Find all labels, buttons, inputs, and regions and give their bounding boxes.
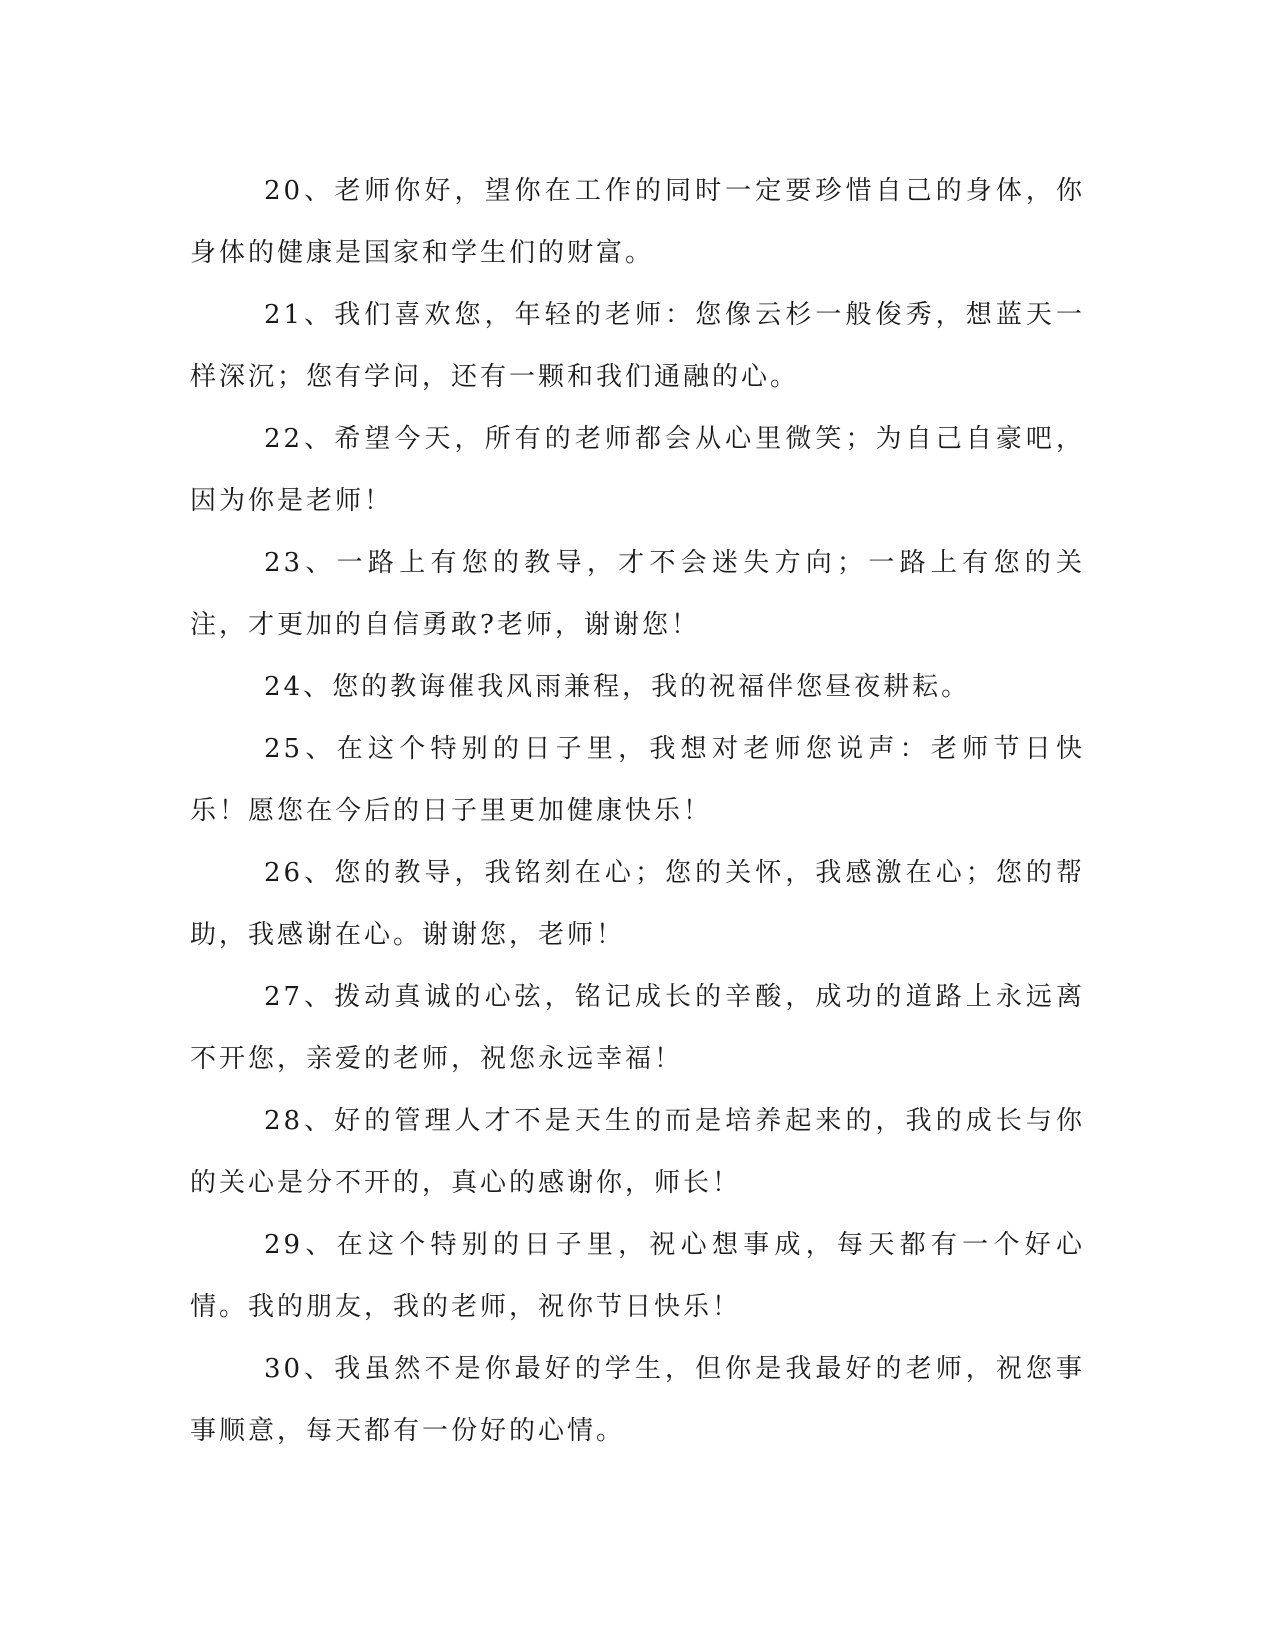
paragraph-30: 30、我虽然不是你最好的学生，但你是我最好的老师，祝您事事顺意，每天都有一份好的心情。 [190,1354,1085,1446]
paragraph-22: 22、希望今天，所有的老师都会从心里微笑；为自己自豪吧，因为你是老师！ [190,424,1085,516]
paragraph-25: 25、在这个特别的日子里，我想对老师您说声：老师节日快乐！愿您在今后的日子里更加健康快乐！ [190,734,1085,826]
document-body [190,160,1085,1462]
paragraph-28: 28、好的管理人才不是天生的而是培养起来的，我的成长与你的关心是分不开的，真心的感谢你，师长！ [190,1106,1085,1198]
paragraph-26: 26、您的教导，我铭刻在心；您的关怀，我感激在心；您的帮助，我感谢在心。谢谢您，老师！ [190,858,1085,950]
paragraph-29: 29、在这个特别的日子里，祝心想事成，每天都有一个好心情。我的朋友，我的老师，祝你节日快乐！ [190,1230,1085,1322]
paragraph-21: 21、我们喜欢您，年轻的老师：您像云杉一般俊秀，想蓝天一样深沉；您有学问，还有一颗和我们通融的心。 [190,300,1085,392]
paragraph-20: 20、老师你好，望你在工作的同时一定要珍惜自己的身体，你身体的健康是国家和学生们的财富。 [190,176,1085,268]
paragraph-24: 24、您的教诲催我风雨兼程，我的祝福伴您昼夜耕耘。 [264,672,971,702]
paragraph-23: 23、一路上有您的教导，才不会迷失方向；一路上有您的关注，才更加的自信勇敢?老师，谢谢您！ [190,548,1085,640]
paragraph-27: 27、拨动真诚的心弦，铭记成长的辛酸，成功的道路上永远离不开您，亲爱的老师，祝您永远幸福！ [190,982,1085,1074]
